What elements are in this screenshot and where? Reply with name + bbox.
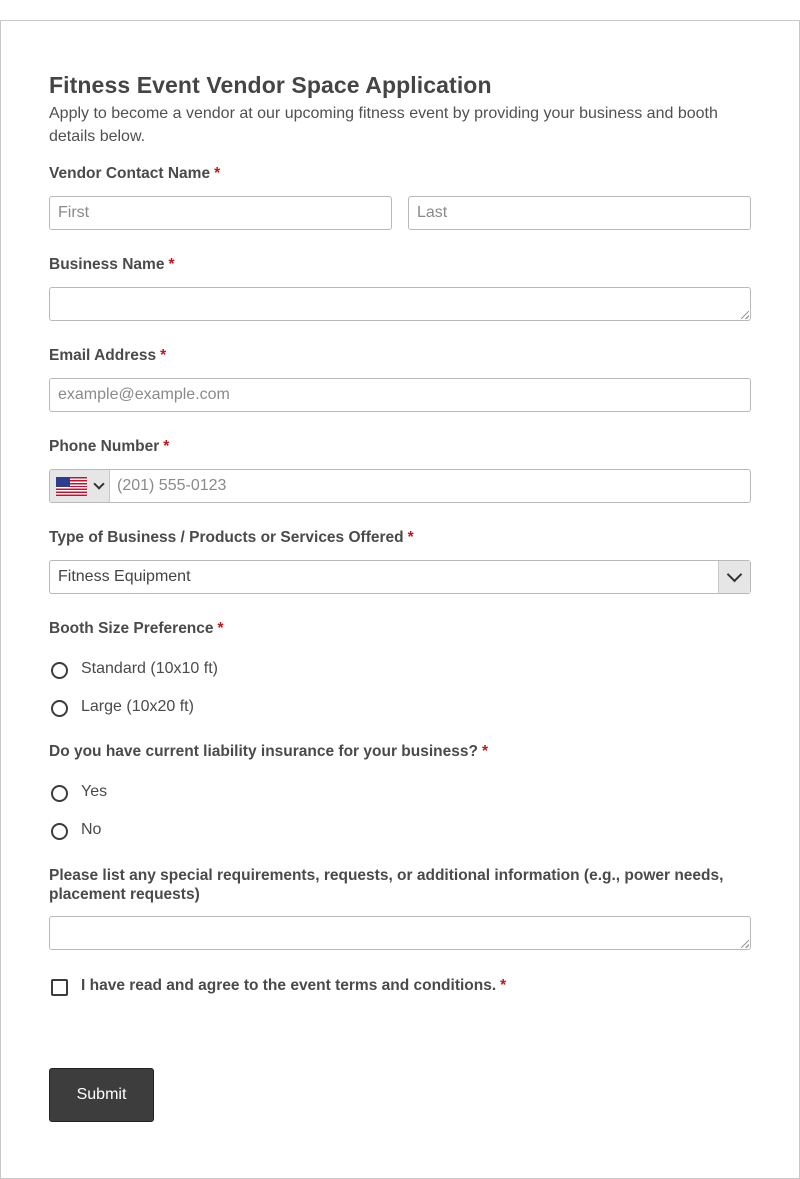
chevron-down-icon <box>93 478 104 489</box>
chevron-down-icon[interactable] <box>718 561 750 593</box>
required-mark: * <box>407 529 414 546</box>
special-requirements-input[interactable] <box>49 916 751 950</box>
required-mark: * <box>163 438 170 455</box>
terms-checkbox[interactable] <box>51 979 68 996</box>
contact-name-label-text: Vendor Contact Name <box>49 165 211 182</box>
radio-button[interactable] <box>51 823 68 840</box>
required-mark: * <box>217 620 224 637</box>
radio-button[interactable] <box>51 785 68 802</box>
insurance-label <box>49 743 488 761</box>
booth-size-label-text: Booth Size Preference <box>49 620 214 637</box>
radio-label: No <box>81 821 102 838</box>
terms-label <box>81 977 506 995</box>
business-name-label <box>49 256 175 274</box>
booth-size-label <box>49 620 224 638</box>
radio-label: Large (10x20 ft) <box>81 698 194 715</box>
flag-canton <box>56 477 70 487</box>
business-name-input[interactable] <box>49 287 751 321</box>
first-name-input[interactable] <box>49 196 392 230</box>
business-type-selected: Fitness Equipment <box>58 568 191 585</box>
radio-label: Yes <box>81 783 108 800</box>
required-mark: * <box>160 347 167 364</box>
phone-field <box>49 469 751 503</box>
email-input[interactable] <box>49 378 751 412</box>
business-type-label <box>49 529 414 547</box>
required-mark: * <box>214 165 221 182</box>
phone-input[interactable] <box>111 470 749 502</box>
radio-button[interactable] <box>51 662 68 679</box>
us-flag-icon <box>56 477 87 496</box>
special-requirements-label: Please list any special requirements, requests, or additional information (e.g., power needs, placement requests) <box>49 867 724 903</box>
terms-label-text: I have read and agree to the event terms and conditions. <box>81 977 497 994</box>
page-title: Fitness Event Vendor Space Application <box>49 72 492 98</box>
required-mark: * <box>168 256 175 273</box>
email-label <box>49 347 166 365</box>
form-card <box>0 20 800 1179</box>
insurance-label-text: Do you have current liability insurance for your business? <box>49 743 478 760</box>
page-subtitle: Apply to become a vendor at our upcoming fitness event by providing your business and booth details below. <box>49 105 718 145</box>
phone-label-text: Phone Number <box>49 438 160 455</box>
resize-grip-icon[interactable] <box>741 940 749 948</box>
required-mark: * <box>481 743 488 760</box>
required-mark: * <box>500 977 507 994</box>
resize-grip-icon[interactable] <box>741 311 749 319</box>
contact-name-label <box>49 165 220 183</box>
phone-label <box>49 438 169 456</box>
radio-label: Standard (10x10 ft) <box>81 660 218 677</box>
business-type-label-text: Type of Business / Products or Services Offered <box>49 529 404 546</box>
country-selector[interactable] <box>50 470 110 502</box>
business-name-label-text: Business Name <box>49 256 165 273</box>
email-label-text: Email Address <box>49 347 157 364</box>
business-type-select[interactable] <box>49 560 751 594</box>
submit-button[interactable]: Submit <box>49 1068 154 1122</box>
radio-button[interactable] <box>51 700 68 717</box>
last-name-input[interactable] <box>408 196 751 230</box>
